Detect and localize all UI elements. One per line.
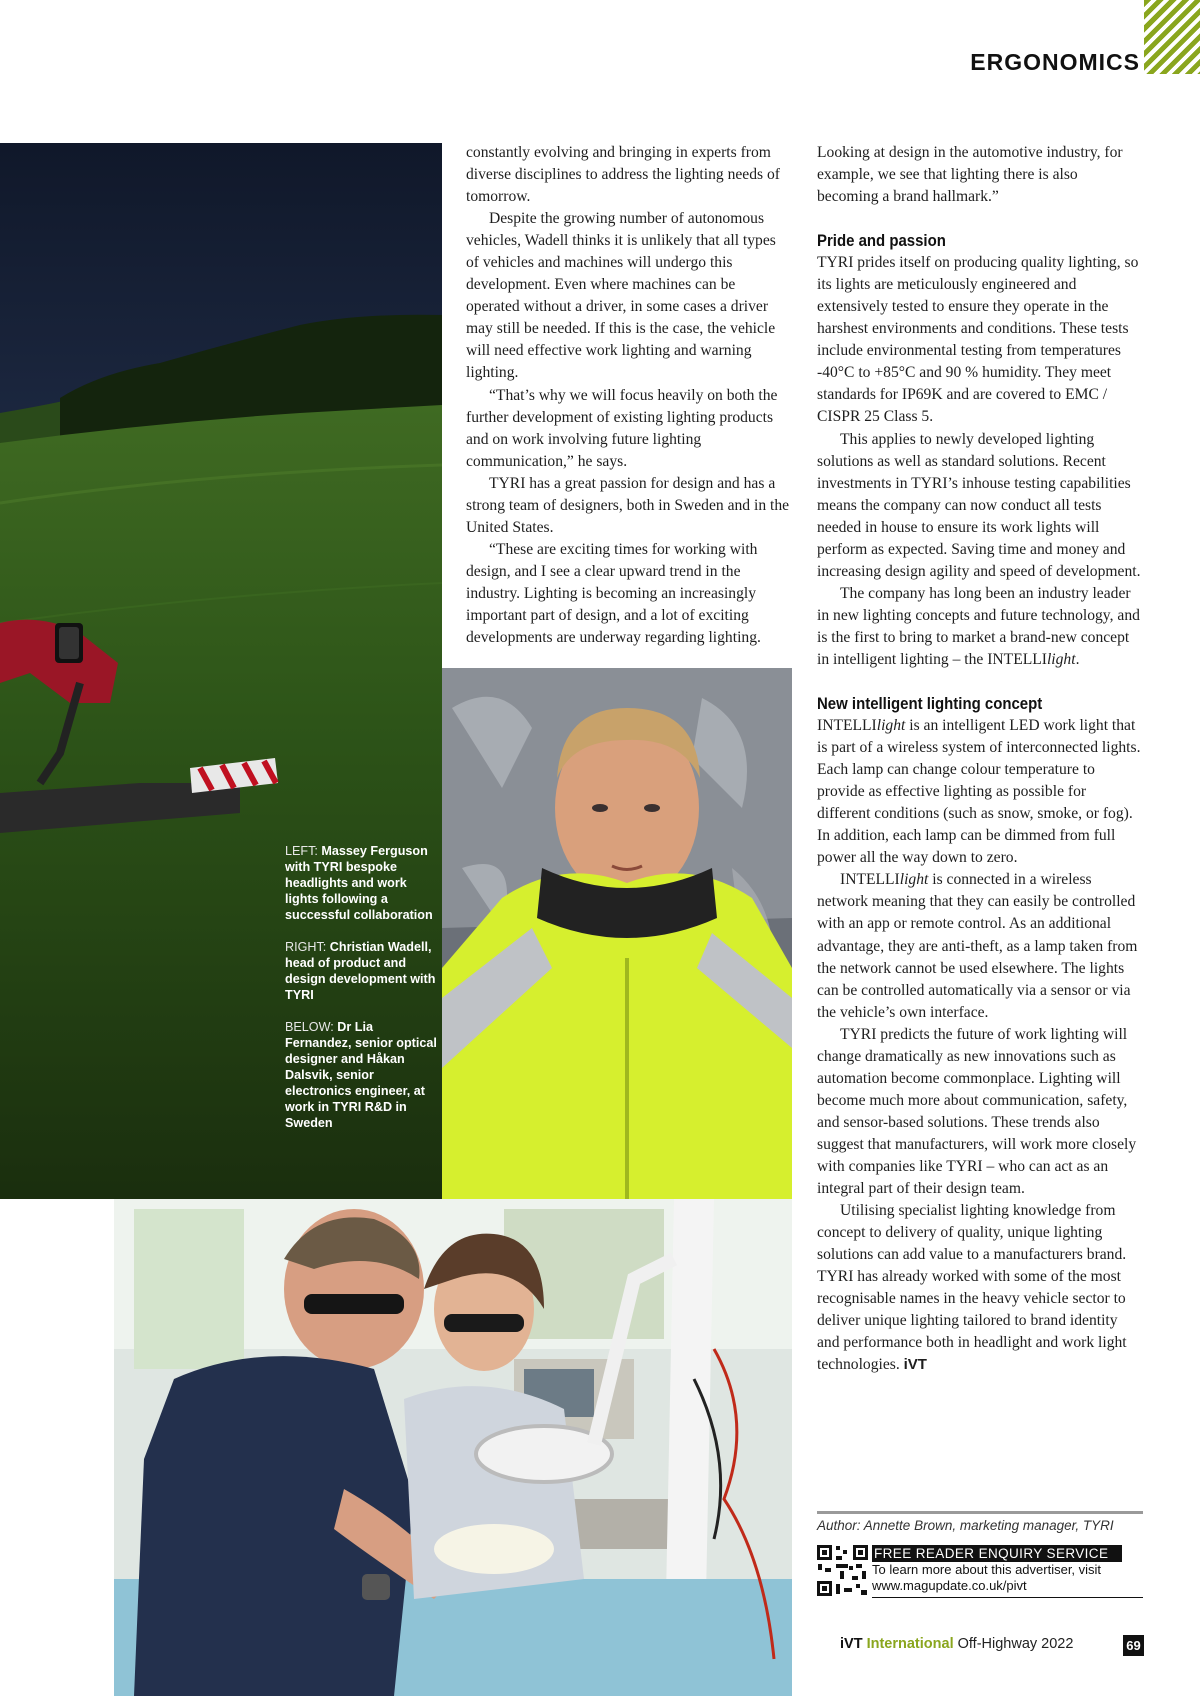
body-paragraph: “These are exciting times for working with design, and I see a clear upward trend in the industry. Lighting is becoming an increasingly important part of design, and a lot of exciting developments are underway regarding lighting. xyxy=(466,540,761,647)
subheading-new-intelligent-lighting: New intelligent lighting concept xyxy=(817,694,1043,714)
footer-international: International xyxy=(866,1636,954,1652)
caption-below: BELOW: Dr Lia Fernandez, senior optical designer and Håkan Dalsvik, senior electronics engineer, at work in TYRI R&D in Sweden xyxy=(285,1020,437,1130)
body-paragraph: TYRI prides itself on producing quality lighting, so its lights are meticulously engineered and extensively tested to ensure they operate in the harshest environments and conditions. These tests include environmental testing from temperatures -40°C to +85°C and 90 % humidity. They meet standards for IP69K and are covered to EMC / CISPR 25 Class 5. xyxy=(817,254,1139,426)
qr-code-icon[interactable] xyxy=(816,1544,869,1597)
body-paragraph: constantly evolving and bringing in experts from diverse disciplines to address the lighting needs of tomorrow. xyxy=(466,144,780,206)
body-paragraph: TYRI has a great passion for design and has a strong team of designers, both in Sweden and in the United States. xyxy=(466,474,790,536)
body-paragraph: “That’s why we will focus heavily on both the further development of existing lighting products and on work involving future lighting communication,” he says. xyxy=(466,386,778,470)
page-footer xyxy=(840,1636,1100,1652)
body-paragraph: INTELLIlight is connected in a wireless network meaning that they can easily be controlled with an app or remote control. As an additional advantage, they are anti-theft, as a lamp taken from the network cannot be used elsewhere. The lights can be controlled automatically via a sensor or via the vehicle’s own interface. xyxy=(817,871,1138,1021)
section-label: ERGONOMICS xyxy=(970,49,1140,75)
footer-issue: Off-Highway 2022 xyxy=(957,1636,1074,1652)
body-paragraph: TYRI predicts the future of work lighting will change dramatically as new innovations such as automation become commonplace. Lighting will become much more about communication, safety, and sensor-based solutions. These trends also suggest that manufacturers, will work more closely with companies like TYRI – who can act as an integral part of their design team. xyxy=(817,1025,1137,1198)
author-credit: Author: Annette Brown, marketing manager, TYRI xyxy=(817,1518,1114,1533)
footer-brand: iVT xyxy=(840,1636,863,1652)
body-paragraph: The company has long been an industry leader in new lighting concepts and future technology, and is the first to bring to market a brand-new concept in intelligent lighting – the INTELLIlight. xyxy=(817,584,1140,668)
photo-rd-lab xyxy=(114,1199,792,1696)
body-paragraph: Looking at design in the automotive industry, for example, we see that lighting there is also becoming a brand hallmark.” xyxy=(817,144,1123,206)
body-paragraph: This applies to newly developed lighting solutions as well as standard solutions. Recent investments in TYRI’s inhouse testing capabilities means the company can now conduct all tests needed in house to ensure its work lights will perform as expected. Saving time and money and increasing design agility and speed of development. xyxy=(817,430,1141,580)
enquiry-link[interactable]: www.magupdate.co.uk/pivt xyxy=(872,1578,1027,1593)
caption-left: LEFT: Massey Ferguson with TYRI bespoke headlights and work lights following a successful collaboration xyxy=(285,844,433,922)
photo-captions xyxy=(285,843,437,1147)
enquiry-service-text: To learn more about this advertiser, visit www.magupdate.co.uk/pivt xyxy=(872,1562,1143,1594)
photo-christian-wadell xyxy=(442,668,792,1199)
enquiry-service-title: FREE READER ENQUIRY SERVICE xyxy=(872,1545,1122,1562)
article-column-1 xyxy=(466,142,790,649)
caption-right: RIGHT: Christian Wadell, head of product and design development with TYRI xyxy=(285,940,436,1002)
decorative-stripe-block xyxy=(1144,0,1200,74)
subheading-pride-and-passion: Pride and passion xyxy=(817,231,946,251)
divider-rule xyxy=(817,1511,1143,1514)
signoff-mark: iVT xyxy=(903,1356,927,1374)
page-number: 69 xyxy=(1123,1635,1144,1656)
body-paragraph: INTELLIlight is an intelligent LED work light that is part of a wireless system of interconnected lights. Each lamp can change colour temperature to provide as effective lighting as possible for different conditions (such as snow, smoke, or fog). In addition, each lamp can be dimmed from full power all the way down to zero. xyxy=(817,717,1141,867)
body-paragraph: Despite the growing number of autonomous vehicles, Wadell thinks it is unlikely that all types of vehicles and machines will undergo this development. Even where machines can be operated without a driver, in some cases a driver may still be needed. If this is the case, the vehicle will need effective work lighting and warning lighting. xyxy=(466,210,776,382)
body-paragraph: Utilising specialist lighting knowledge from concept to delivery of quality, unique lighting solutions can add value to a manufacturers brand. TYRI has already worked with some of the most recognisable names in the heavy vehicle sector to deliver unique lighting tailored to brand identity and performance both in headlight and work light technologies. iVT xyxy=(817,1202,1127,1374)
article-column-2 xyxy=(817,142,1143,1376)
divider-rule xyxy=(872,1597,1143,1598)
